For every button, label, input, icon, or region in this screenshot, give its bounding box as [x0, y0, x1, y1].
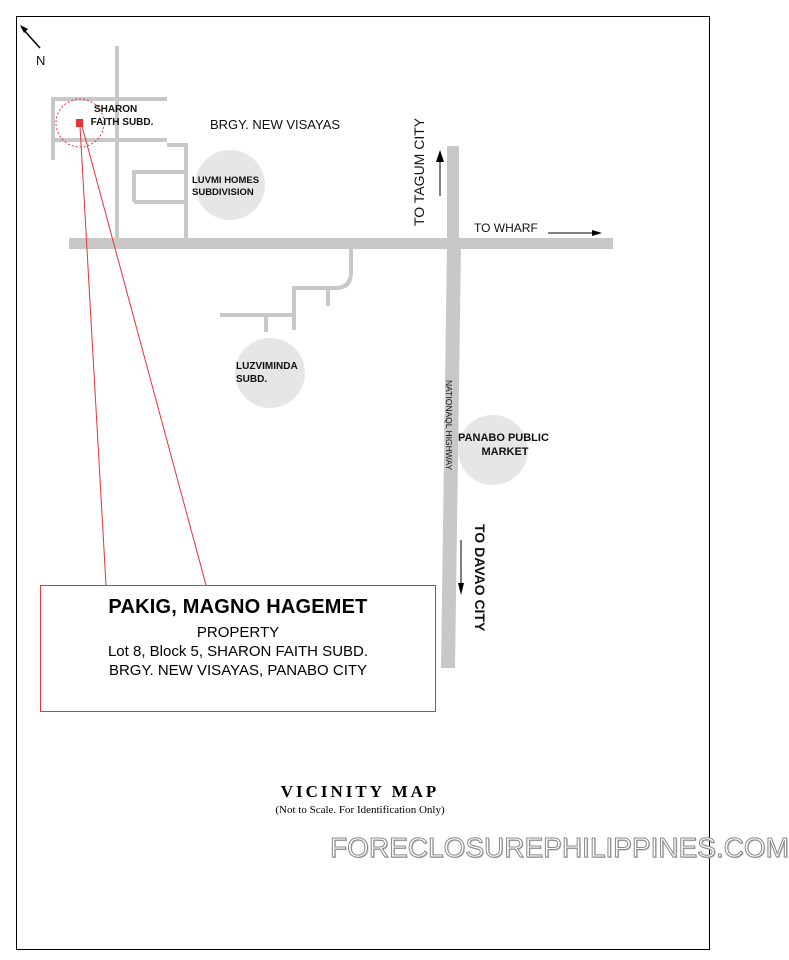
arrow-down-icon: [458, 540, 464, 595]
sharon-faith-label: SHARON FAITH SUBD.: [90, 104, 154, 128]
arrow-up-icon: [436, 150, 444, 196]
luvmi-streets: [134, 172, 186, 202]
luvmi-homes-label: LUVMI HOMES SUBDIVISION: [192, 175, 260, 198]
road-to-tagum: [447, 146, 459, 246]
property-marker-icon: [76, 119, 83, 127]
map-title-block: [200, 782, 520, 816]
sharon-faith-streets: [53, 46, 186, 242]
luzviminda-streets: [220, 249, 351, 332]
property-type: PROPERTY: [196, 624, 280, 641]
property-address: BRGY. NEW VISAYAS, PANABO CITY: [108, 662, 368, 679]
north-label: N: [36, 53, 46, 68]
to-wharf-label: TO WHARF: [474, 221, 538, 235]
callout-line-left: [80, 126, 106, 585]
main-road: [69, 238, 613, 249]
owner-name: PAKIG, MAGNO HAGEMET: [108, 596, 368, 618]
watermark: FORECLOSUREPHILIPPINES.COM: [330, 832, 789, 863]
panabo-market-label: PANABO PUBLIC MARKET: [458, 432, 549, 458]
luzviminda-label: LUZVIMINDA SUBD.: [236, 361, 298, 385]
property-lot: Lot 8, Block 5, SHARON FAITH SUBD.: [107, 643, 369, 660]
arrow-right-icon: [548, 230, 602, 236]
map-title: VICINITY MAP: [280, 782, 440, 801]
property-callout-box: [40, 585, 436, 712]
north-arrow-icon: [20, 25, 40, 48]
luzviminda-landmark: [235, 338, 305, 408]
national-highway-label: NATIONAQL HIGHWAY: [444, 380, 454, 471]
map-subtitle: (Not to Scale. For Identification Only): [275, 804, 445, 816]
to-tagum-label: TO TAGUM CITY: [411, 117, 427, 226]
brgy-new-visayas-label: BRGY. NEW VISAYAS: [210, 117, 341, 132]
to-davao-label: TO DAVAO CITY: [472, 524, 488, 632]
